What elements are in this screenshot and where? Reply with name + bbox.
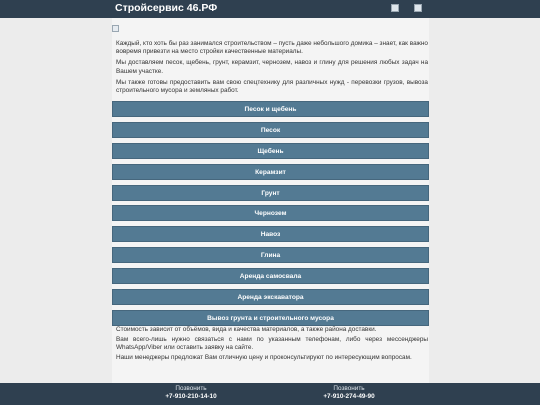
phone-number[interactable]: +7-910-210-14-10	[165, 393, 217, 400]
service-button-chernozem[interactable]: Чернозем	[112, 205, 429, 221]
intro-paragraph: Мы доставляем песок, щебень, грунт, керамзит, чернозем, навоз и глину для решения любых задач на Вашем участке.	[116, 59, 428, 75]
site-header	[0, 0, 540, 18]
call-link-1[interactable]	[131, 385, 251, 401]
call-link-2[interactable]	[289, 385, 409, 401]
intro-paragraph: Каждый, кто хоть бы раз занимался строительством – пусть даже небольшого домика – знает, как важно вовремя привезти на место стройки качественные материалы.	[116, 40, 428, 56]
service-button-sand[interactable]: Песок	[112, 122, 429, 138]
outro-text	[116, 326, 428, 363]
site-footer	[0, 383, 540, 405]
service-button-excavator-rental[interactable]: Аренда экскаватора	[112, 289, 429, 305]
service-button-gravel[interactable]: Щебень	[112, 143, 429, 159]
call-label: Позвонить	[333, 385, 365, 392]
service-button-manure[interactable]: Навоз	[112, 226, 429, 242]
call-label: Позвонить	[175, 385, 207, 392]
intro-paragraph: Мы также готовы предоставить вам свою спецтехнику для различных нужд - перевозки грузов, вывоза строительного мусора и земляных работ.	[116, 78, 428, 95]
service-button-clay[interactable]: Глина	[112, 247, 429, 263]
service-button-soil[interactable]: Грунт	[112, 185, 429, 201]
broken-image-icon[interactable]	[414, 4, 422, 12]
outro-paragraph: Стоимость зависит от объёмов, вида и качества материалов, а также района доставки.	[116, 326, 377, 333]
main-content	[112, 18, 429, 383]
outro-paragraph: Наши менеджеры предложат Вам отличную цену и проконсультируют по интересующим вопросам.	[116, 353, 412, 361]
broken-image-icon	[112, 25, 119, 32]
phone-number[interactable]: +7-910-274-49-90	[323, 393, 375, 400]
intro-text	[116, 40, 428, 98]
services-menu	[112, 101, 429, 331]
site-title[interactable]: Стройсервис 46.РФ	[115, 2, 218, 14]
service-button-waste-removal[interactable]: Вывоз грунта и строительного мусора	[112, 310, 429, 326]
outro-paragraph: Вам всего-лишь нужно связаться с нами по указанным телефонам, либо через мессенджеры WhatsApp/Viber или оставить заявку на сайте.	[116, 335, 428, 351]
service-button-dump-truck-rental[interactable]: Аренда самосвала	[112, 268, 429, 284]
service-button-keramzit[interactable]: Керамзит	[112, 164, 429, 180]
broken-image-icon[interactable]	[391, 4, 399, 12]
service-button-sand-gravel[interactable]: Песок и щебень	[112, 101, 429, 117]
